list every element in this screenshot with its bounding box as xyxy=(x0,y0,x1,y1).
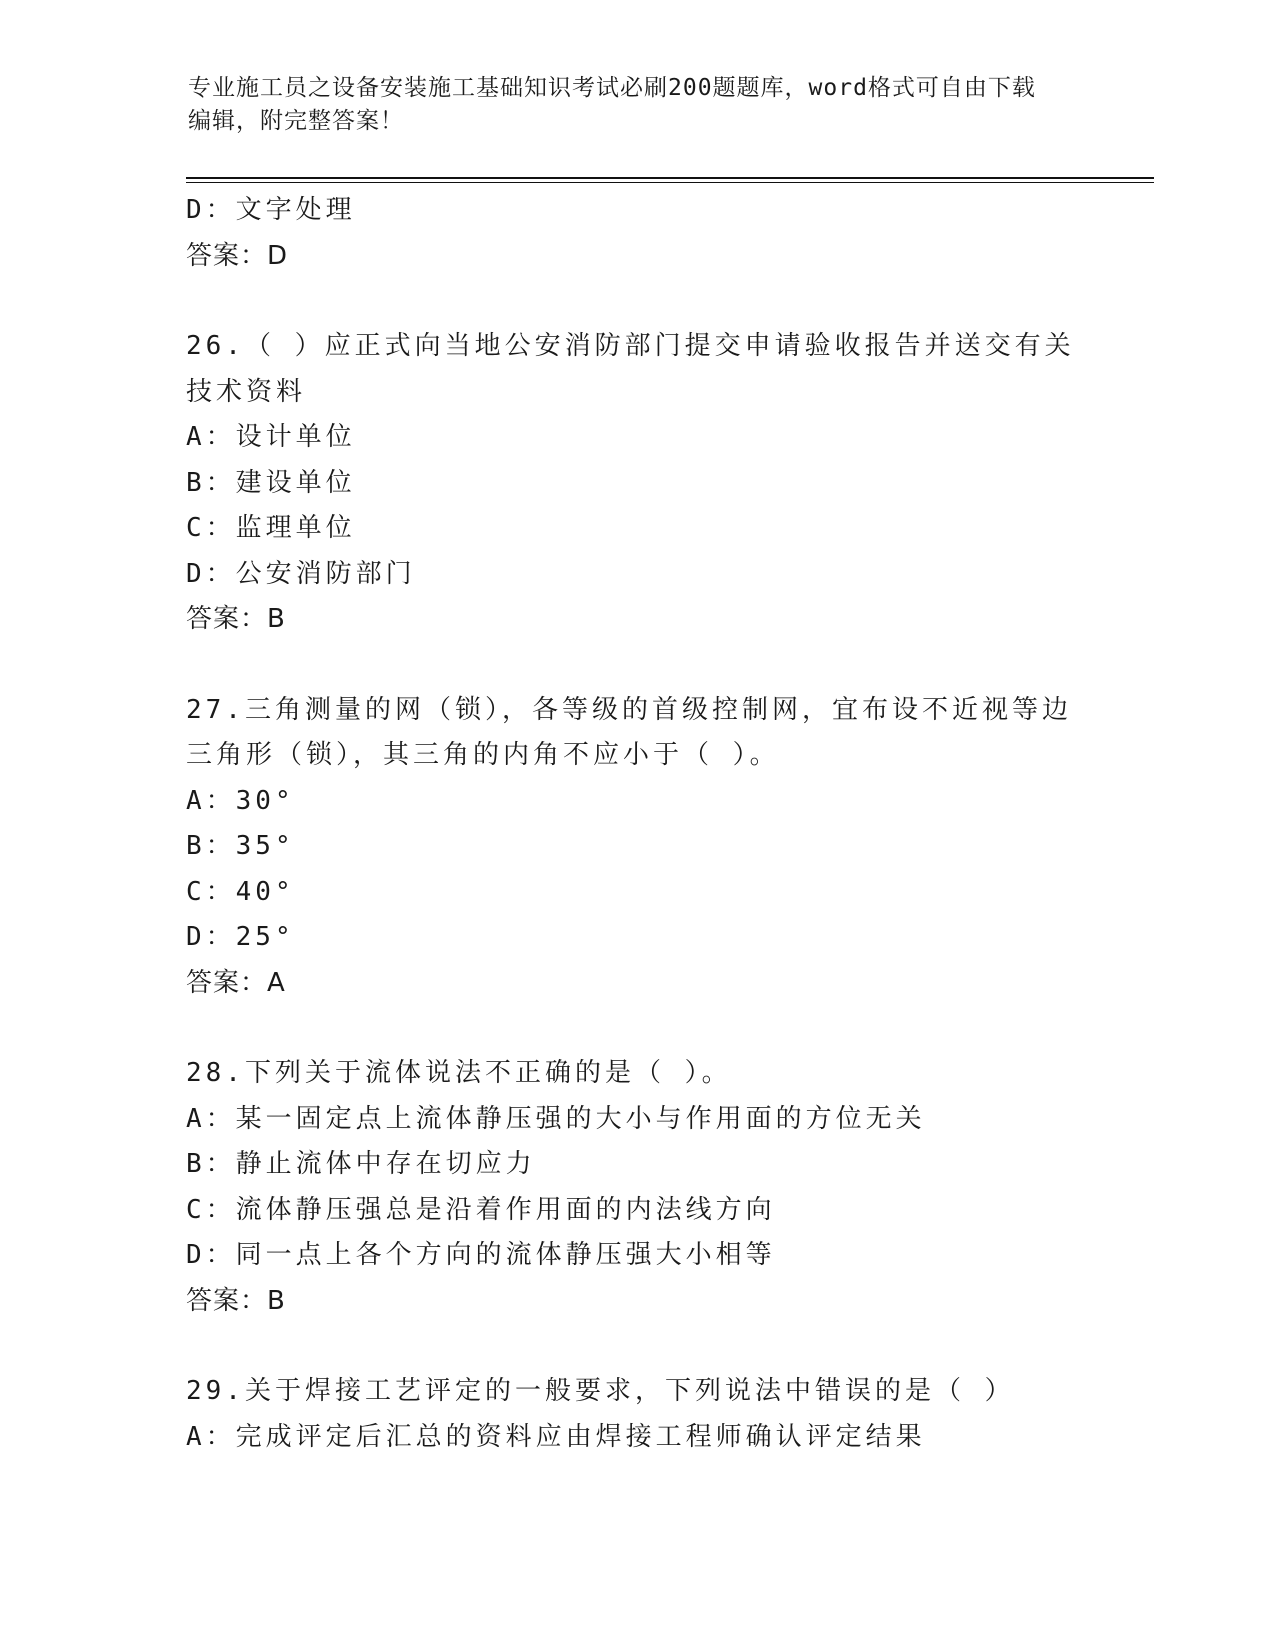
header-line-1: 专业施工员之设备安装施工基础知识考试必刷200题题库，word格式可自由下载 xyxy=(188,75,1036,101)
question-29 xyxy=(186,1369,1086,1460)
option-a: A：30° xyxy=(186,785,295,816)
option-b: B：建设单位 xyxy=(186,467,356,498)
option-b: B：静止流体中存在切应力 xyxy=(186,1149,536,1179)
option-b: B：35° xyxy=(186,831,295,861)
header-line-2: 编辑，附完整答案！ xyxy=(188,108,404,134)
answer: 答案：B xyxy=(186,604,286,634)
option-d: D：同一点上各个方向的流体静压强大小相等 xyxy=(186,1240,776,1270)
option-d: D：公安消防部门 xyxy=(186,558,416,589)
question-27 xyxy=(186,688,1086,1007)
question-stem: 27.三角测量的网（锁），各等级的首级控制网，宜布设不近视等边三角形（锁），其三角的内角不应小于（ ）。 xyxy=(186,694,1072,770)
question-26 xyxy=(186,324,1086,643)
answer: 答案：A xyxy=(186,967,286,998)
answer: 答案：B xyxy=(186,1285,286,1316)
header-divider-thick xyxy=(186,177,1154,179)
spacer xyxy=(186,643,1086,688)
question-stem: 28.下列关于流体说法不正确的是（ ）。 xyxy=(186,1058,732,1088)
option-d: D：25° xyxy=(186,922,295,952)
question-stem: 26.（ ）应正式向当地公安消防部门提交申请验收报告并送交有关技术资料 xyxy=(186,331,1075,407)
question-28 xyxy=(186,1051,1086,1324)
question-stem: 29.关于焊接工艺评定的一般要求，下列说法中错误的是（ ） xyxy=(186,1376,1015,1406)
spacer xyxy=(186,279,1086,324)
question-list xyxy=(186,188,1086,1460)
option-a: A：某一固定点上流体静压强的大小与作用面的方位无关 xyxy=(186,1103,926,1134)
option-c: C：40° xyxy=(186,876,295,907)
option-a: A：设计单位 xyxy=(186,422,356,452)
spacer xyxy=(186,1324,1086,1369)
header-divider-thin xyxy=(186,182,1154,183)
option-a: A：完成评定后汇总的资料应由焊接工程师确认评定结果 xyxy=(186,1421,926,1452)
document-header xyxy=(188,72,1088,138)
answer: 答案：D xyxy=(186,240,289,271)
option-c: C：流体静压强总是沿着作用面的内法线方向 xyxy=(186,1194,776,1225)
option-d: D：文字处理 xyxy=(186,195,356,225)
spacer xyxy=(186,1006,1086,1051)
option-c: C：监理单位 xyxy=(186,513,356,543)
